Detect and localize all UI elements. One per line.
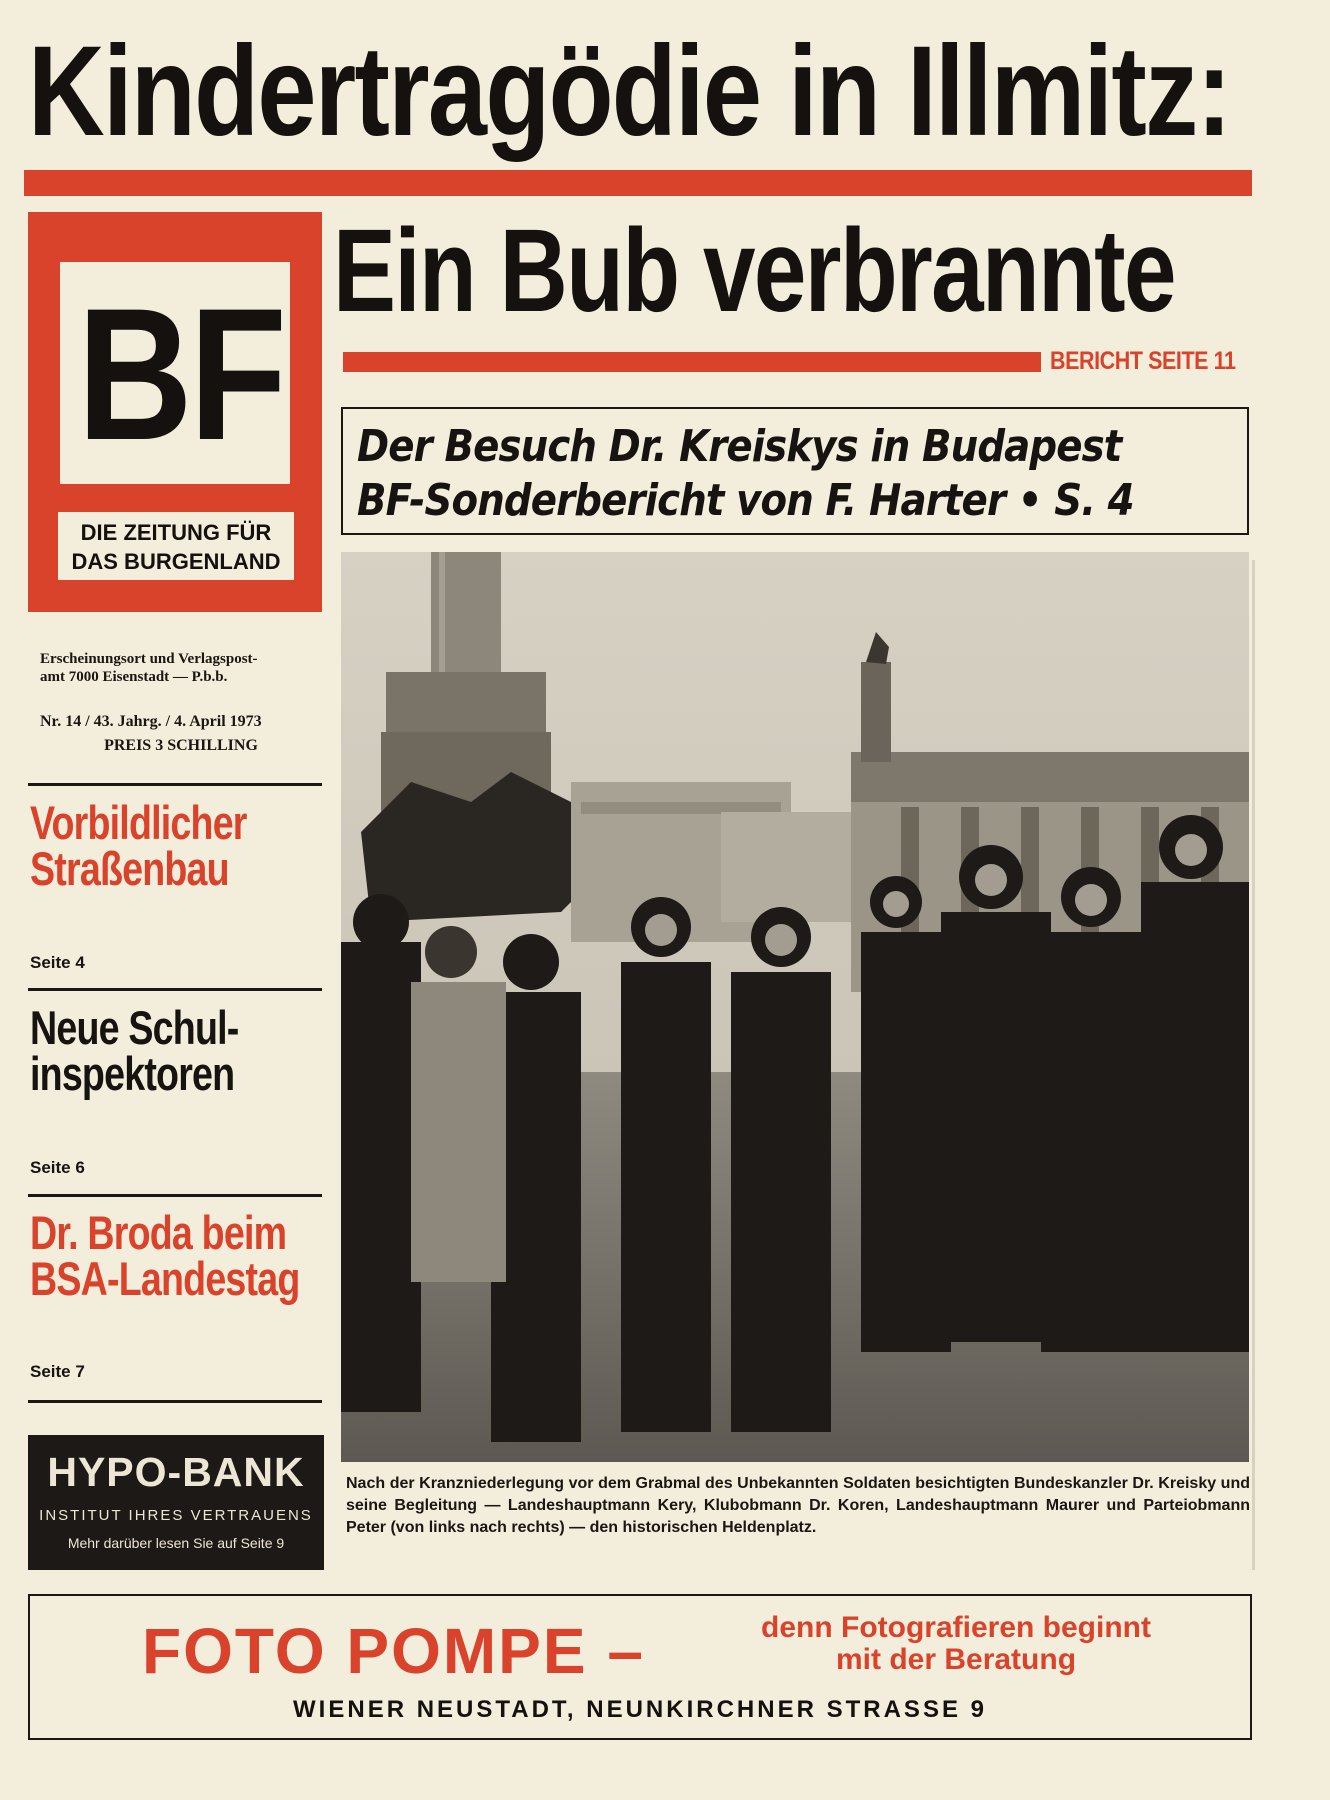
teaser-schulinspektoren-title[interactable] — [30, 1001, 239, 1100]
teaser-broda-title[interactable] — [30, 1206, 300, 1305]
page-edge — [1252, 560, 1255, 1570]
hypo-bank-more: Mehr darüber lesen Sie auf Seite 9 — [67, 1535, 285, 1551]
logo-letters: BF — [77, 269, 284, 479]
foto-pompe-ad[interactable] — [28, 1594, 1252, 1740]
photo-caption: Nach der Kranzniederlegung vor dem Grabmal des Unbekannten Soldaten besichtigten Bundeskanzler Dr. Kreisky und seine Begleitung — Landeshauptmann Kery, Klubobmann Dr. Koren, Landeshauptmann Maurer und Parteiobmann Peter (von links nach rechts) — den historischen Heldenplatz. — [346, 1475, 1250, 1536]
publication-place-line2: amt 7000 Eisenstadt — P.b.b. — [40, 669, 228, 685]
main-headline: Kindertragödie in Illmitz: — [28, 20, 1231, 163]
divider — [28, 1400, 322, 1403]
publication-place-line1: Erscheinungsort und Verlagspost- — [40, 651, 258, 667]
issue-info: Nr. 14 / 43. Jahrg. / 4. April 1973 — [40, 713, 262, 730]
feature-line2: BF-Sonderbericht von F. Harter • S. 4 — [357, 475, 1134, 526]
publication-place — [40, 650, 322, 686]
logo-tagline — [58, 512, 294, 580]
sub-headline: Ein Bub verbrannte — [333, 205, 1175, 337]
report-page-reference[interactable]: BERICHT SEITE 11 — [1050, 347, 1236, 375]
feature-box[interactable] — [341, 407, 1249, 535]
logo-letter-box — [60, 262, 290, 484]
teaser-page-ref[interactable]: Seite 4 — [30, 953, 85, 972]
teaser-strassenbau-title[interactable] — [30, 796, 247, 895]
teaser-line: Neue Schul- — [30, 1001, 239, 1054]
photo-illustration — [341, 552, 1249, 1462]
divider — [28, 783, 322, 786]
price-info: PREIS 3 SCHILLING — [104, 737, 258, 754]
teaser-line: Dr. Broda beim — [30, 1206, 287, 1259]
logo-tagline-line1: DIE ZEITUNG FÜR — [80, 520, 272, 545]
foto-pompe-slogan — [716, 1612, 1196, 1676]
hypo-bank-ad[interactable] — [28, 1435, 324, 1570]
foto-pompe-address: WIENER NEUSTADT, NEUNKIRCHNER STRASSE 9 — [293, 1696, 987, 1723]
red-rule-top — [24, 170, 1252, 196]
news-photo — [341, 552, 1249, 1462]
teaser-line: Straßenbau — [30, 842, 229, 895]
foto-pompe-name: FOTO POMPE – — [142, 1615, 645, 1687]
teaser-line: inspektoren — [30, 1047, 235, 1100]
divider — [28, 1194, 322, 1197]
teaser-page-ref[interactable]: Seite 6 — [30, 1158, 85, 1177]
teaser-line: Vorbildlicher — [30, 796, 247, 849]
teaser-page-ref[interactable]: Seite 7 — [30, 1362, 85, 1381]
logo-tagline-line2: DAS BURGENLAND — [71, 549, 281, 574]
teaser-line: BSA-Landestag — [30, 1252, 300, 1305]
hypo-bank-title: HYPO-BANK — [47, 1449, 305, 1495]
red-rule-report — [343, 352, 1041, 372]
foto-pompe-slogan-line1: denn Fotografieren beginnt — [761, 1611, 1151, 1644]
bf-logo — [28, 212, 322, 612]
feature-line1: Der Besuch Dr. Kreiskys in Budapest — [357, 421, 1122, 472]
foto-pompe-slogan-line2: mit der Beratung — [835, 1643, 1077, 1676]
hypo-bank-subtitle: INSTITUT IHRES VERTRAUENS — [39, 1507, 313, 1524]
divider — [28, 988, 322, 991]
